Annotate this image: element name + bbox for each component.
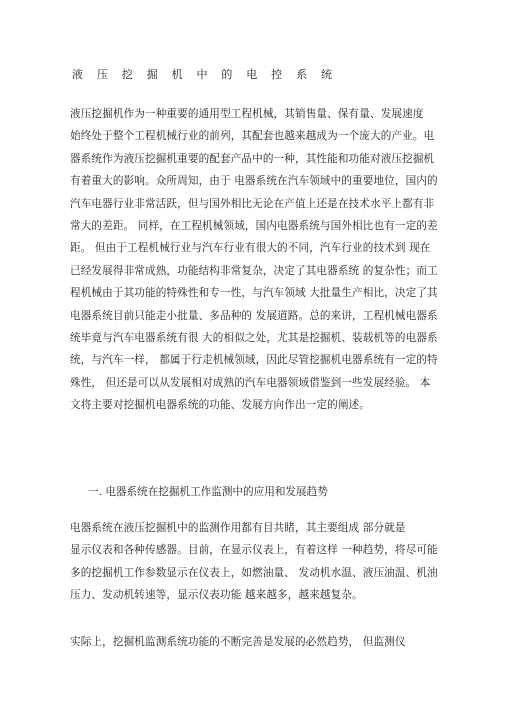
paragraph-intro (70, 103, 440, 416)
text-line: 距。 但由于工程机械行业与汽车行业有很大的不同，汽车行业的技术到 现在 (70, 242, 431, 255)
section-heading: 一. 电器系统在挖掘机工作监测中的应用和发展趋势 (88, 486, 328, 498)
text-line: 统，与汽车一样， 都属于行走机械领域，因此尽管挖掘机电器系统有一定的特 (70, 354, 438, 367)
text-line: 始终处于整个工程机械行业的前列，其配套也越来越成为一个庞大的产业。电 (70, 130, 435, 143)
text-line: 器系统作为液压挖掘机重要的配套产品中的一种，其性能和功能对液压挖掘机 (70, 152, 435, 165)
text-line: 实际上，挖掘机监测系统功能的不断完善是发展的必然趋势， 但监测仪 (70, 636, 406, 648)
text-line: 常大的差距。 同样，在工程机械领域，国内电器系统与国外相比也有一定的差 (70, 219, 438, 232)
text-line: 殊性， 但还是可以从发展相对成熟的汽车电器领域借鉴到一些发展经验。 本 (70, 376, 431, 389)
text-line: 已经发展得非常成熟，功能结构非常复杂，决定了其电器系统 的复杂性；而工 (70, 264, 438, 277)
text-line: 电器系统在液压挖掘机中的监测作用都有目共睹，其主要组成 部分就是 (70, 522, 406, 534)
document-title: 液 压 挖 掘 机 中 的 电 控 系 统 (72, 68, 338, 81)
text-line: 显示仪表和各种传感器。目前，在显示仪表上，有着这样 一种趋势，将尽可能 (70, 544, 438, 557)
text-line: 多的挖掘机工作参数显示在仪表上，如燃油量、 发动机水温、液压油温、机油 (70, 566, 438, 579)
text-line: 液压挖掘机作为一种重要的通用型工程机械，其销售量、保有量、发展速度 (70, 108, 424, 120)
text-line: 汽车电器行业非常活跃，但与国外相比无论在产值上还是在技术水平上都有非 (70, 197, 435, 210)
text-line: 文将主要对挖掘机电器系统的功能、发展方向作出一定的阐述。 (70, 399, 370, 412)
text-line: 电器系统目前只能走小批量、多品种的 发展道路。总的来讲，工程机械电器系 (70, 309, 438, 322)
paragraph-continuation (70, 631, 440, 653)
text-line: 有着重大的影响。众所周知，由于 电器系统在汽车领域中的重要地位，国内的 (70, 175, 438, 188)
text-line: 压力、发动机转速等，显示仪表功能 越来越多，越来越复杂。 (70, 589, 363, 602)
text-line: 统毕竟与汽车电器系统有很 大的相似之处，尤其是挖掘机、装载机等的电器系 (70, 331, 438, 344)
text-line: 程机械由于其功能的特殊性和专一性，与汽车领域 大批量生产相比，决定了其 (70, 287, 438, 300)
paragraph-monitoring (70, 517, 440, 607)
